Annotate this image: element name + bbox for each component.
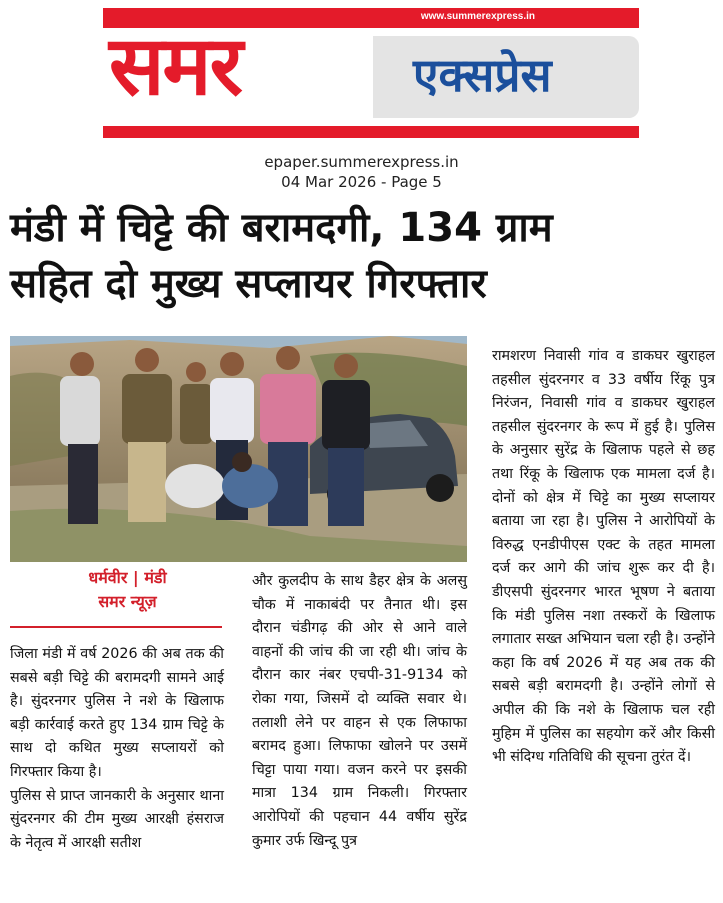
edition-site[interactable]: epaper.summerexpress.in <box>264 153 459 171</box>
masthead-url[interactable]: www.summerexpress.in <box>420 11 535 22</box>
byline-divider <box>10 626 222 628</box>
headline-line-1: मंडी में चिट्टे की बरामदगी, 134 ग्राम <box>10 205 553 251</box>
masthead-subtitle: एक्सप्रेस <box>413 48 552 102</box>
masthead <box>103 8 639 138</box>
masthead-bottom-bar <box>103 126 639 138</box>
article-photo <box>10 336 467 562</box>
article-headline <box>10 200 720 312</box>
article-column-3 <box>492 345 715 770</box>
column-2-paragraph-1: और कुलदीप के साथ डैहर क्षेत्र के अलसु चौक में नाकाबंदी पर तैनात थी। इस दौरान चंडीगढ़ की ओर से आने वाले वाहनों की जांच की जा रही थी। जांच के दौरान कार नंबर एचपी-31-9134 को रोका गया, जिसमें दो व्यक्ति सवार थे। तलाशी लेने पर वाहन से एक लिफाफा बरामद हुआ। लिफाफा खोलने पर उसमें चिट्टा पाया गया। वजन करने पर इसकी मात्रा 134 ग्राम निकली। गिरफ्तार आरोपियों की पहचान 44 वर्षीय सुरेंद्र कुमार उर्फ खिन्दू पुत्र <box>252 573 467 849</box>
article-column-2 <box>252 570 467 853</box>
headline-line-2: सहित दो मुख्य सप्लायर गिरफ्तार <box>10 261 487 307</box>
edition-date-page: 04 Mar 2026 - Page 5 <box>281 173 442 191</box>
masthead-brand: समर <box>109 19 242 114</box>
byline <box>10 566 245 614</box>
column-1-paragraph-2: पुलिस से प्राप्त जानकारी के अनुसार थाना सुंदरनगर की टीम मुख्य आरक्षी हंसराज के नेतृत्व में आरक्षी सतीश <box>10 787 224 851</box>
byline-organization: समर न्यूज़ <box>98 592 157 611</box>
column-1-paragraph-1: जिला मंडी में वर्ष 2026 की अब तक की सबसे बड़ी चिट्टे की बरामदगी सामने आई है। सुंदरनगर पुलिस ने नशे के खिलाफ बड़ी कार्रवाई करते हुए 134 ग्राम चिट्टे के साथ दो कथित मुख्य सप्लायरों को गिरफ्तार किया है। <box>10 646 224 780</box>
column-3-paragraph-1: रामशरण निवासी गांव व डाकघर खुराहल तहसील सुंदरनगर व 33 वर्षीय रिंकू पुत्र निरंजन, निवासी गांव व डाकघर खुराहल तहसील सुंदरनगर के रूप में हुई है। पुलिस के अनुसार सुरेंद्र के खिलाफ पहले से छह तथा रिंकू के खिलाफ एक मामला दर्ज है। दोनों को क्षेत्र में चिट्टे का मुख्य सप्लायर बताया जा रहा है। पुलिस ने आरोपियों के विरुद्ध एनडीपीएस एक्ट के तहत मामला दर्ज कर आगे की जांच शुरू कर दी है। डीएसपी सुंदरनगर भारत भूषण ने बताया कि मंडी पुलिस नशा तस्करों के खिलाफ लगातार सख्त अभियान चला रही है। उन्होंने कहा कि वर्ष 2026 में यह अब तक की सबसे बड़ी बरामदगी है। उन्होंने लोगों से अपील की कि नशे के खिलाफ चल रही मुहिम में पुलिस का सहयोग करें और किसी भी संदिग्ध गतिविधि की सूचना तुरंत दें। <box>492 348 715 766</box>
byline-author: धर्मवीर | मंडी <box>88 568 167 587</box>
article-column-1 <box>10 643 224 855</box>
article-photo-illustration <box>10 336 467 562</box>
edition-info <box>0 152 723 192</box>
